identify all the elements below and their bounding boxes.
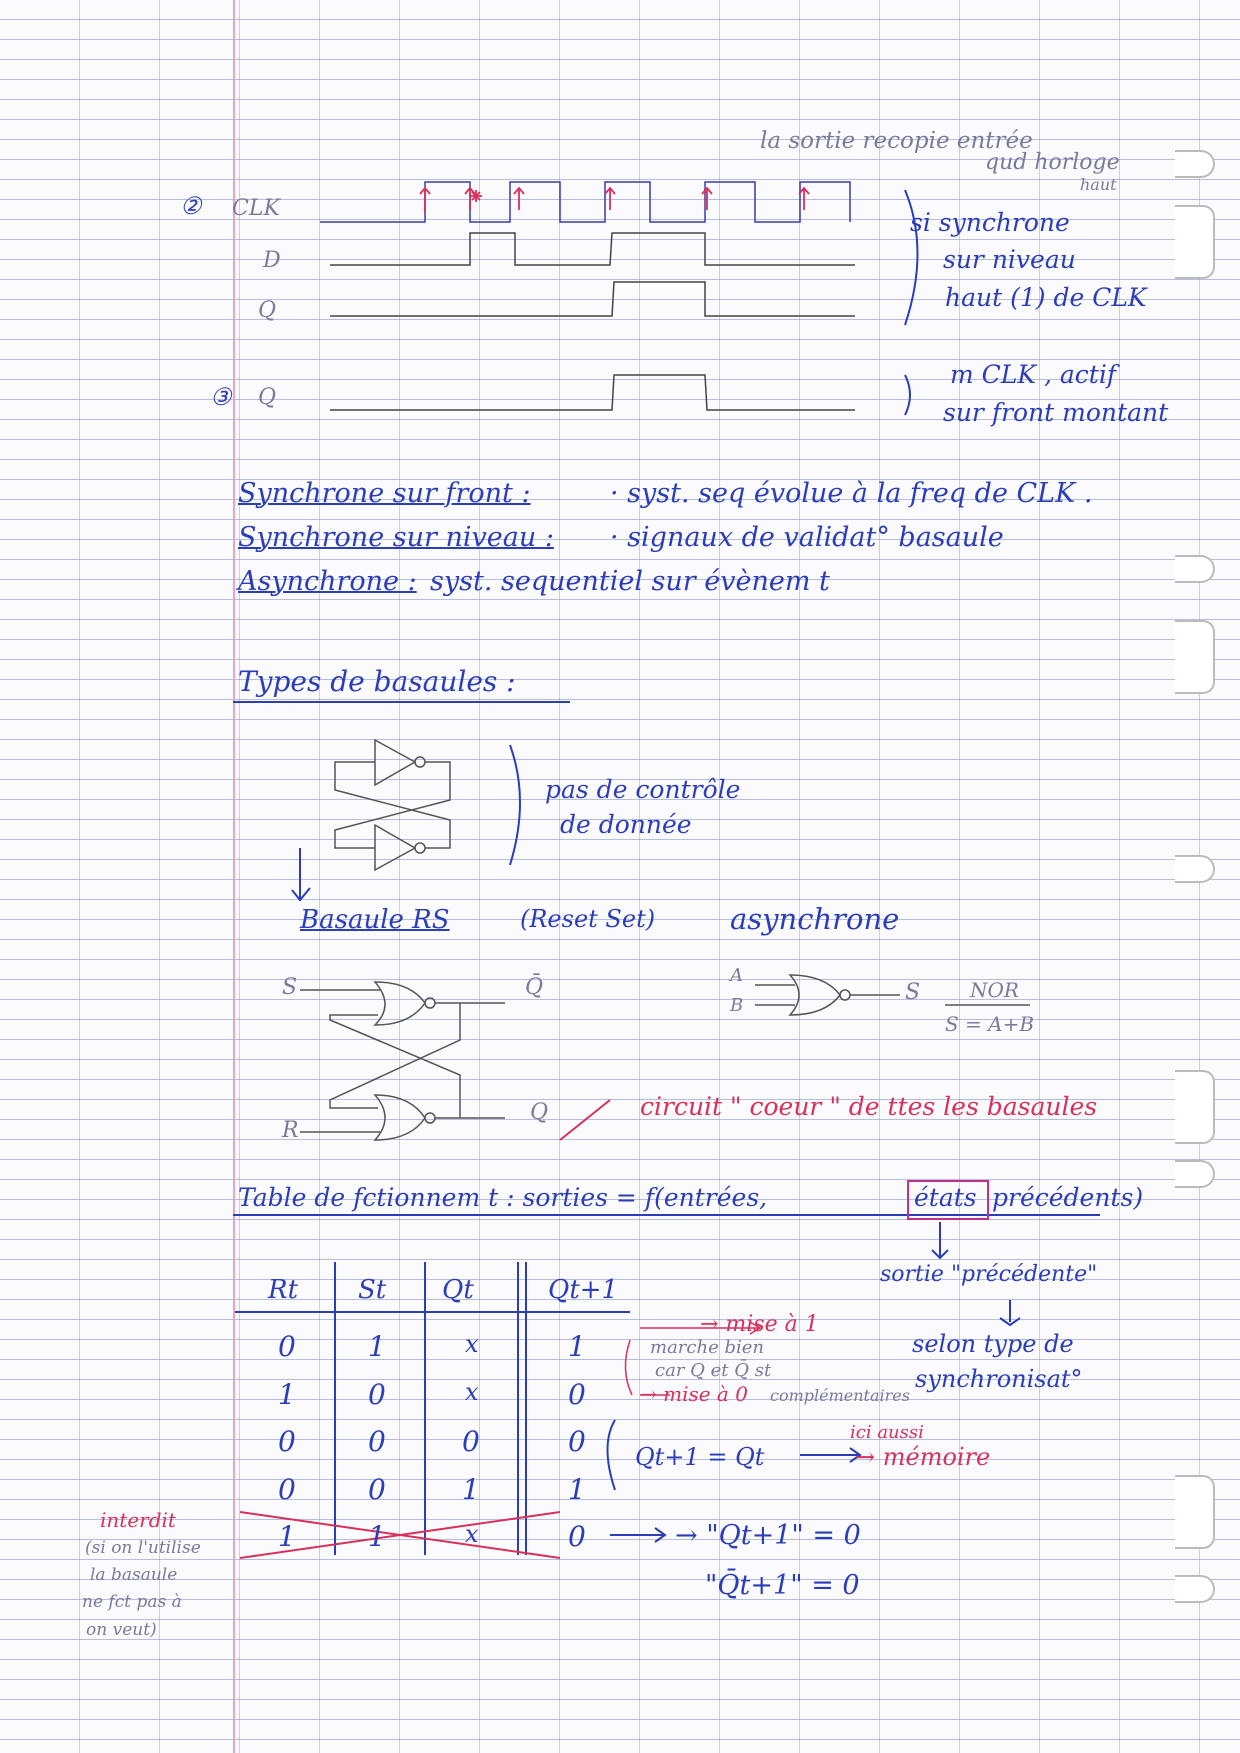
table-cell: 0: [368, 1473, 386, 1506]
table-heading-right: précédents): [992, 1183, 1144, 1212]
table-cell: 0: [462, 1425, 480, 1458]
header-note-line3: haut: [1080, 175, 1117, 194]
table-cell: 0: [368, 1425, 386, 1458]
nor-name: NOR: [970, 978, 1019, 1002]
note-selon-2: synchronisat°: [915, 1365, 1083, 1393]
interdit-line4: ne fct pas à: [82, 1592, 182, 1612]
table-cell: 1: [568, 1330, 586, 1363]
interdit-line5: on veut): [86, 1620, 157, 1640]
rs-output-q: Q: [530, 1100, 549, 1125]
table-cell: 0: [568, 1425, 586, 1458]
def-desc-2: · signaux de validat° basaule: [610, 522, 1004, 553]
def-desc-3: syst. sequentiel sur évènem t: [430, 566, 830, 597]
table-cell: 1: [368, 1330, 386, 1363]
note-sync-line1: si synchrone: [910, 208, 1070, 237]
table-header-rt: Rt: [268, 1275, 299, 1305]
note-front-line2: sur front montant: [943, 398, 1169, 427]
note-ici-aussi: ici aussi: [850, 1422, 924, 1443]
note-memoire: → mémoire: [855, 1443, 991, 1471]
interdit-line3: la basaule: [90, 1565, 178, 1585]
def-term-2: Synchrone sur niveau :: [238, 522, 554, 553]
def-term-1: Synchrone sur front :: [238, 478, 531, 509]
d-label: D: [263, 248, 281, 273]
diagram-number-3: ③: [210, 383, 232, 411]
table-cell: 0: [568, 1378, 586, 1411]
note-sync-line2: sur niveau: [943, 245, 1076, 274]
table-cell: 1: [368, 1520, 386, 1553]
rs-input-r: R: [282, 1118, 299, 1143]
note-car-q: car Q et Q̄ st: [655, 1360, 772, 1381]
note-selon-1: selon type de: [912, 1330, 1074, 1358]
table-cell: 1: [278, 1378, 296, 1411]
note-memory-equation: Qt+1 = Qt: [635, 1443, 765, 1471]
table-cell: 0: [278, 1473, 296, 1506]
table-cell: 0: [278, 1330, 296, 1363]
table-cell: 0: [278, 1425, 296, 1458]
interdit-line2: (si on l'utilise: [85, 1538, 201, 1558]
note-marche-bien: marche bien: [650, 1337, 764, 1358]
note-front-line1: m CLK , actif: [950, 360, 1117, 389]
rs-output-qbar: Q̄: [525, 975, 544, 1000]
header-note-line1: la sortie recopie entrée: [760, 128, 1033, 154]
table-cell: x: [465, 1330, 479, 1358]
note-sortie-precedente: sortie "précédente": [880, 1262, 1098, 1287]
table-cell: 0: [368, 1378, 386, 1411]
no-control-line2: de donnée: [560, 810, 692, 839]
nor-input-b: B: [730, 995, 744, 1016]
rs-heading-paren: (Reset Set): [520, 905, 656, 933]
table-heading-left: Table de fctionnem t : sorties = f(entrées,: [238, 1183, 768, 1212]
rs-input-s: S: [282, 975, 298, 1000]
rs-heading-name: Basaule RS: [300, 905, 450, 935]
note-mise-a-1: → mise à 1: [700, 1312, 819, 1337]
note-mise-a-0: → mise à 0: [640, 1382, 748, 1406]
table-cell: x: [465, 1378, 479, 1406]
table-heading-boxed: états: [914, 1183, 977, 1212]
table-cell: 1: [568, 1473, 586, 1506]
rs-heading-kind: asynchrone: [730, 902, 900, 936]
note-forbidden-qbar: "Q̄t+1" = 0: [705, 1570, 860, 1601]
note-complementaires: complémentaires: [770, 1386, 910, 1405]
table-header-qt1: Qt+1: [548, 1275, 619, 1305]
q-label: Q: [258, 298, 277, 323]
nor-formula: S = A+B: [945, 1012, 1035, 1036]
no-control-line1: pas de contrôle: [545, 775, 741, 804]
table-cell: 1: [462, 1473, 480, 1506]
diagram-number-2: ②: [180, 192, 202, 220]
def-desc-1: · syst. seq évolue à la freq de CLK .: [610, 478, 1093, 509]
note-sync-line3: haut (1) de CLK: [945, 283, 1147, 312]
nor-output-s: S: [905, 980, 921, 1005]
table-header-qt: Qt: [442, 1275, 474, 1305]
def-term-3: Asynchrone :: [238, 566, 417, 597]
table-header-st: St: [358, 1275, 387, 1305]
table-cell: x: [465, 1520, 479, 1548]
nor-input-a: A: [730, 965, 743, 986]
table-cell: 1: [278, 1520, 296, 1553]
clk-label: CLK: [232, 196, 280, 221]
core-circuit-note: circuit " coeur " de ttes les basaules: [640, 1092, 1098, 1121]
types-heading: Types de basaules :: [238, 665, 516, 698]
table-cell: 0: [568, 1520, 586, 1553]
note-forbidden-q: → "Qt+1" = 0: [675, 1520, 861, 1551]
q3-label: Q: [258, 385, 277, 410]
header-note-line2: qud horloge: [985, 150, 1120, 175]
interdit-line1: interdit: [100, 1508, 176, 1532]
